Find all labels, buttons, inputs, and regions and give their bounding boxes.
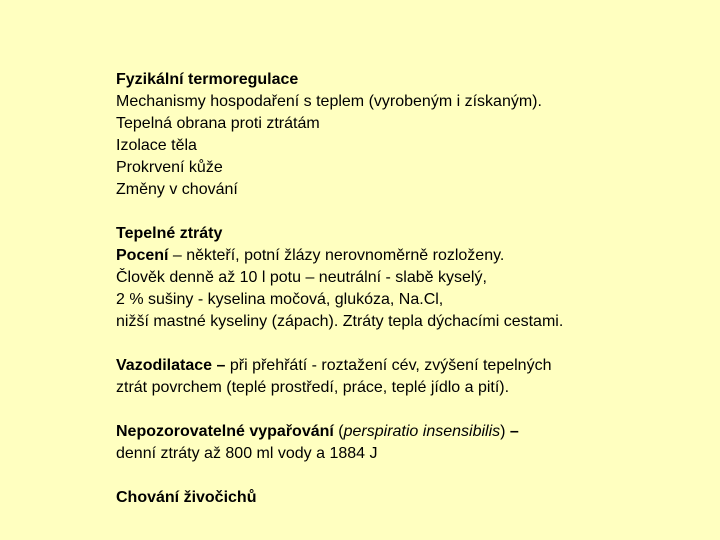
spacer <box>116 333 706 355</box>
text-line-perspiration: Nepozorovatelné vypařování (perspiratio insensibilis) – <box>116 423 519 440</box>
spacer <box>116 465 706 487</box>
term-perspiration: Nepozorovatelné vypařování <box>116 423 334 440</box>
text-line-vasodilation: Vazodilatace – při přehřátí - roztažení cév, zvýšení tepelných <box>116 357 552 374</box>
section-title-animal-behavior: Chování živočichů <box>116 489 257 506</box>
text-line: Prokrvení kůže <box>116 159 223 176</box>
text-line: Tepelná obrana proti ztrátám <box>116 115 320 132</box>
section-title-heat-loss: Tepelné ztráty <box>116 225 223 242</box>
text-line: nižší mastné kyseliny (zápach). Ztráty tepla dýchacími cestami. <box>116 313 564 330</box>
section-title-thermoregulation: Fyzikální termoregulace <box>116 71 299 88</box>
spacer <box>116 201 706 223</box>
slide-content <box>116 69 706 509</box>
text-line: Mechanismy hospodaření s teplem (vyrobeným i získaným). <box>116 93 542 110</box>
term-vasodilation: Vazodilatace – <box>116 357 226 374</box>
text-line: 2 % sušiny - kyselina močová, glukóza, Na.Cl, <box>116 291 444 308</box>
text-line: ztrát povrchem (teplé prostředí, práce, teplé jídlo a pití). <box>116 379 510 396</box>
text-line: Člověk denně až 10 l potu – neutrální - slabě kyselý, <box>116 269 487 286</box>
text-line-sweating: Pocení – někteří, potní žlázy nerovnoměrně rozloženy. <box>116 247 505 264</box>
text-line: Změny v chování <box>116 181 238 198</box>
latin-term: perspiratio insensibilis <box>343 423 501 440</box>
text-line: Izolace těla <box>116 137 197 154</box>
spacer <box>116 399 706 421</box>
term-sweating: Pocení <box>116 247 169 264</box>
text-line: denní ztráty až 800 ml vody a 1884 J <box>116 445 378 462</box>
